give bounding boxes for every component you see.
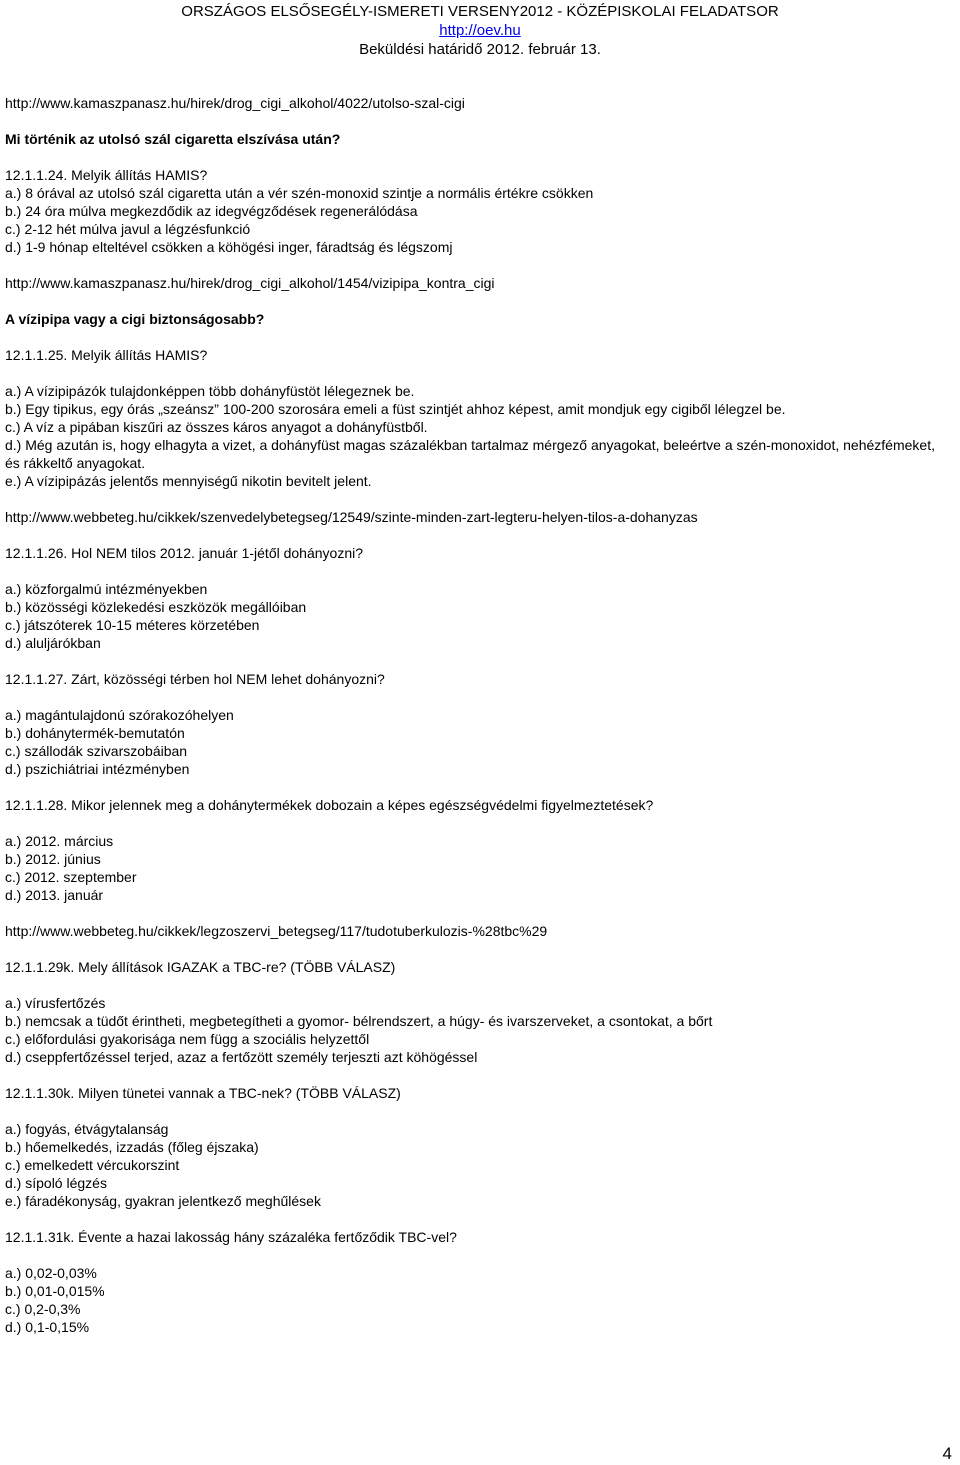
answer-option: a.) vírusfertőzés xyxy=(5,995,106,1011)
answer-option: d.) cseppfertőzéssel terjed, azaz a fertőzött személy terjeszti azt köhögéssel xyxy=(5,1049,478,1065)
source-url[interactable]: http://www.kamaszpanasz.hu/hirek/drog_cigi_alkohol/4022/utolso-szal-cigi xyxy=(5,95,465,111)
answer-option: a.) fogyás, étvágytalanság xyxy=(5,1121,169,1137)
answer-option: b.) 2012. június xyxy=(5,851,101,867)
answer-option: b.) nemcsak a tüdőt érintheti, megbetegítheti a gyomor- bélrendszert, a húgy- és ivarszerveket, a csontokat, a bőrt xyxy=(5,1013,713,1029)
answer-option: b.) közösségi közlekedési eszközök megállóiban xyxy=(5,599,307,615)
page-header xyxy=(0,2,960,59)
answer-option: a.) 0,02-0,03% xyxy=(5,1265,97,1281)
answer-option: e.) A vízipipázás jelentős mennyiségű nikotin bevitelt jelent. xyxy=(5,473,372,489)
answer-option: d.) 1-9 hónap elteltével csökken a köhögési inger, fáradtság és légszomj xyxy=(5,239,453,255)
answer-option: c.) 2-12 hét múlva javul a légzésfunkció xyxy=(5,221,251,237)
question: 12.1.1.26. Hol NEM tilos 2012. január 1-jétől dohányozni? xyxy=(5,545,363,561)
section-heading: Mi történik az utolsó szál cigaretta elszívása után? xyxy=(5,131,341,147)
source-url[interactable]: http://www.webbeteg.hu/cikkek/legzoszervi_betegseg/117/tudotuberkulozis-%28tbc%29 xyxy=(5,923,548,939)
answer-option: c.) A víz a pipában kiszűri az összes káros anyagot a dohányfüstből. xyxy=(5,419,428,435)
question: 12.1.1.31k. Évente a hazai lakosság hány százaléka fertőződik TBC-vel? xyxy=(5,1229,457,1245)
question: 12.1.1.28. Mikor jelennek meg a dohánytermékek dobozain a képes egészségvédelmi figyelmeztetések? xyxy=(5,797,654,813)
answer-option: b.) hőemelkedés, izzadás (főleg éjszaka) xyxy=(5,1139,259,1155)
answer-option: a.) A vízipipázók tulajdonképpen több dohányfüstöt lélegeznek be. xyxy=(5,383,415,399)
answer-option: c.) 2012. szeptember xyxy=(5,869,137,885)
answer-option: a.) magántulajdonú szórakozóhelyen xyxy=(5,707,234,723)
answer-option: a.) közforgalmú intézményekben xyxy=(5,581,208,597)
answer-option: e.) fáradékonyság, gyakran jelentkező meghűlések xyxy=(5,1193,321,1209)
answer-option: d.) sípoló légzés xyxy=(5,1175,107,1191)
answer-option: d.) aluljárókban xyxy=(5,635,101,651)
answer-option: c.) előfordulási gyakorisága nem függ a szociális helyzettől xyxy=(5,1031,370,1047)
answer-option: b.) Egy tipikus, egy órás „szeánsz” 100-200 szorosára emeli a füst szintjét ahhoz képest, amit mondjuk egy cigiből lélegzel be. xyxy=(5,401,786,417)
answer-option: b.) 24 óra múlva megkezdődik az idegvégződések regenerálódása xyxy=(5,203,418,219)
source-url[interactable]: http://www.kamaszpanasz.hu/hirek/drog_cigi_alkohol/1454/vizipipa_kontra_cigi xyxy=(5,275,495,291)
document-body xyxy=(5,94,945,1336)
answer-option: b.) dohánytermék-bemutatón xyxy=(5,725,185,741)
question: 12.1.1.29k. Mely állítások IGAZAK a TBC-re? (TÖBB VÁLASZ) xyxy=(5,959,396,975)
answer-option: a.) 8 órával az utolsó szál cigaretta után a vér szén-monoxid szintje a normális értékre csökken xyxy=(5,185,594,201)
header-deadline: Beküldési határidő 2012. február 13. xyxy=(359,41,601,58)
answer-option: a.) 2012. március xyxy=(5,833,114,849)
answer-option: c.) emelkedett vércukorszint xyxy=(5,1157,180,1173)
answer-option: d.) 0,1-0,15% xyxy=(5,1319,90,1335)
header-link[interactable]: http://oev.hu xyxy=(439,22,521,39)
answer-option: b.) 0,01-0,015% xyxy=(5,1283,105,1299)
section-heading: A vízipipa vagy a cigi biztonságosabb? xyxy=(5,311,265,327)
answer-option: c.) szállodák szivarszobáiban xyxy=(5,743,188,759)
source-url[interactable]: http://www.webbeteg.hu/cikkek/szenvedelybetegseg/12549/szinte-minden-zart-legteru-helyen-tilos-a-dohanyzas xyxy=(5,509,698,525)
answer-option: d.) pszichiátriai intézményben xyxy=(5,761,190,777)
answer-option: d.) Még azután is, hogy elhagyta a vizet, a dohányfüst magas százalékban tartalmaz mérgező anyagokat, beleértve a szén-monoxidot, nehézfémeket, és rákkeltő anyagokat. xyxy=(5,437,935,471)
question: 12.1.1.24. Melyik állítás HAMIS? xyxy=(5,167,208,183)
answer-option: d.) 2013. január xyxy=(5,887,104,903)
question: 12.1.1.27. Zárt, közösségi térben hol NEM lehet dohányozni? xyxy=(5,671,385,687)
question: 12.1.1.25. Melyik állítás HAMIS? xyxy=(5,347,208,363)
question: 12.1.1.30k. Milyen tünetei vannak a TBC-nek? (TÖBB VÁLASZ) xyxy=(5,1085,401,1101)
page-number: 4 xyxy=(942,1444,952,1463)
header-title: ORSZÁGOS ELSŐSEGÉLY-ISMERETI VERSENY2012 - KÖZÉPISKOLAI FELADATSOR xyxy=(181,3,779,20)
answer-option: c.) 0,2-0,3% xyxy=(5,1301,81,1317)
answer-option: c.) játszóterek 10-15 méteres körzetében xyxy=(5,617,260,633)
